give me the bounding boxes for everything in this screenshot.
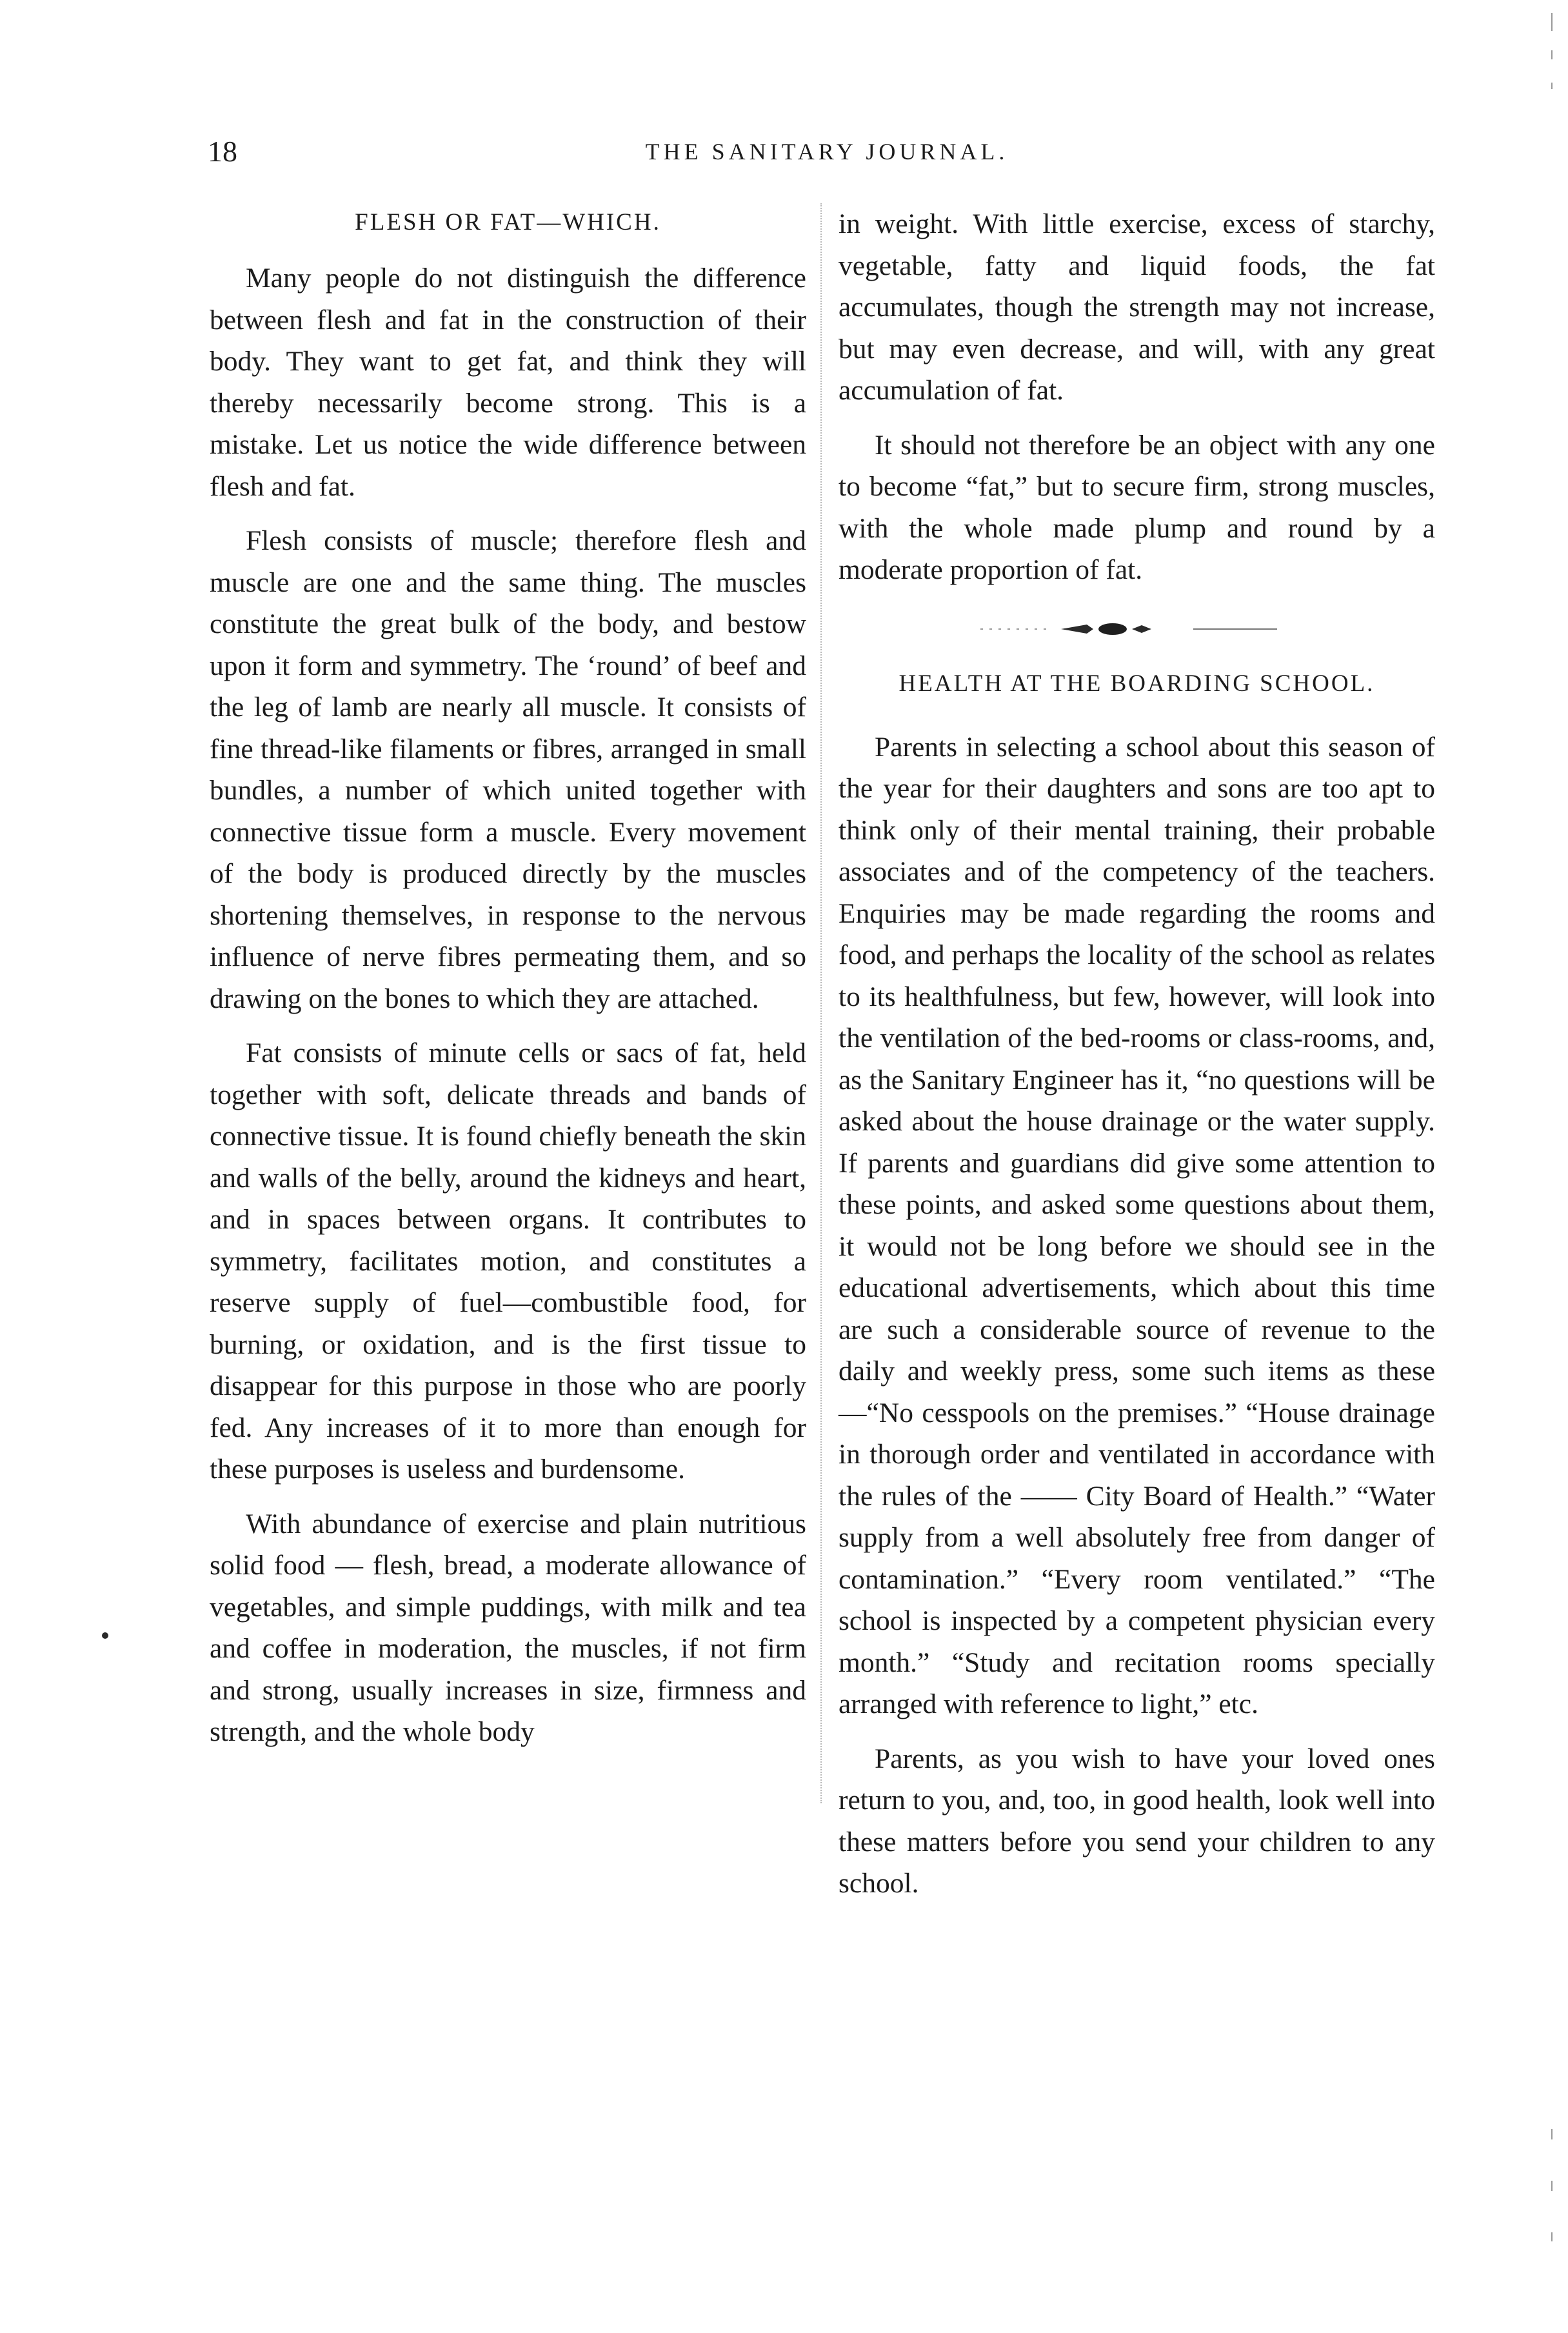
paragraph: With abundance of exercise and plain nutritious solid food — flesh, bread, a moderate allowance of vegetables, and simple puddings, with milk and tea and coffee in moderation, the muscles, if not firm and strong, usually increases in size, firmness and strength, and the whole body (210, 1508, 806, 1747)
column-divider (820, 203, 822, 1803)
article-title-flesh-or-fat: FLESH OR FAT—WHICH. (355, 209, 661, 235)
page-edge-marks (1547, 0, 1556, 2333)
page-number: 18 (208, 135, 237, 168)
divider-ornament-icon (839, 604, 1435, 654)
paragraph: Parents, as you wish to have your loved ones return to you, and, too, in good health, look well into these matters before you send your children to any school. (839, 1743, 1435, 1899)
article-title-health-at-school: HEALTH AT THE BOARDING SCHOOL. (898, 670, 1375, 697)
right-column (839, 203, 1435, 1905)
page-header (208, 132, 1446, 177)
paragraph: Many people do not distinguish the difference between flesh and fat in the construction of their body. They want to get fat, and think they will thereby necessarily become strong. This is a mistake. Let us notice the wide difference between flesh and fat. (210, 263, 806, 502)
paragraph: It should not therefore be an object with any one to become “fat,” but to secure firm, strong muscles, with the whole made plump and round by a moderate proportion of fat. (839, 429, 1435, 585)
ornament-graphic (980, 619, 1303, 639)
margin-dot (102, 1632, 108, 1639)
left-column (210, 203, 806, 1753)
running-head: THE SANITARY JOURNAL. (645, 139, 1009, 165)
paragraph: Parents in selecting a school about this season of the year for their daughters and sons are too apt to think only of their mental training, their probable associates and of the competency of the teachers. Enquiries may be made regarding the rooms and food, and perhaps the locality of the school as relates to its healthfulness, but few, however, will look into the ventilation of the bed-rooms or class-rooms, and, as the Sanitary Engineer has it, “no questions will be asked about the house drainage or the water supply. If parents and guardians did give some attention to these points, and asked some questions about them, it would not be long before we should see in the educational advertisements, which about this time are such a considerable source of revenue to the daily and weekly press, some such items as these—“No cesspools on the premises.” “House drainage in thorough order and ventilated in accordance with the rules of the —— City Board of Health.” “Water supply from a well absolutely free from danger of contamination.” “Every room ventilated.” “The school is inspected by a competent physician every month.” “Study and recitation rooms specially arranged with reference to light,” etc. (839, 731, 1435, 1719)
paragraph: Flesh consists of muscle; therefore flesh and muscle are one and the same thing. The muscles constitute the great bulk of the body, and bestow upon it form and symmetry. The ‘round’ of beef and the leg of lamb are nearly all muscle. It consists of fine thread-like filaments or fibres, arranged in small bundles, a number of which united together with connective tissue form a muscle. Every movement of the body is produced directly by the muscles shortening themselves, in response to the nervous influence of nerve fibres permeating them, and so drawing on the bones to which they are attached. (210, 525, 806, 1014)
paragraph: Fat consists of minute cells or sacs of fat, held together with soft, delicate threads and bands of connective tissue. It is found chiefly beneath the skin and walls of the belly, around the kidneys and heart, and in spaces between organs. It contributes to symmetry, facilitates motion, and constitutes a reserve supply of fuel—combustible food, for burning, or oxidation, and is the first tissue to disappear for this purpose in those who are poorly fed. Any increases of it to more than enough for these purposes is useless and burdensome. (210, 1037, 806, 1485)
paragraph-continuation: in weight. With little exercise, excess of starchy, vegetable, fatty and liquid foods, the fat accumulates, though the strength may not increase, but may even decrease, and will, with any great accumulation of fat. (839, 208, 1435, 406)
